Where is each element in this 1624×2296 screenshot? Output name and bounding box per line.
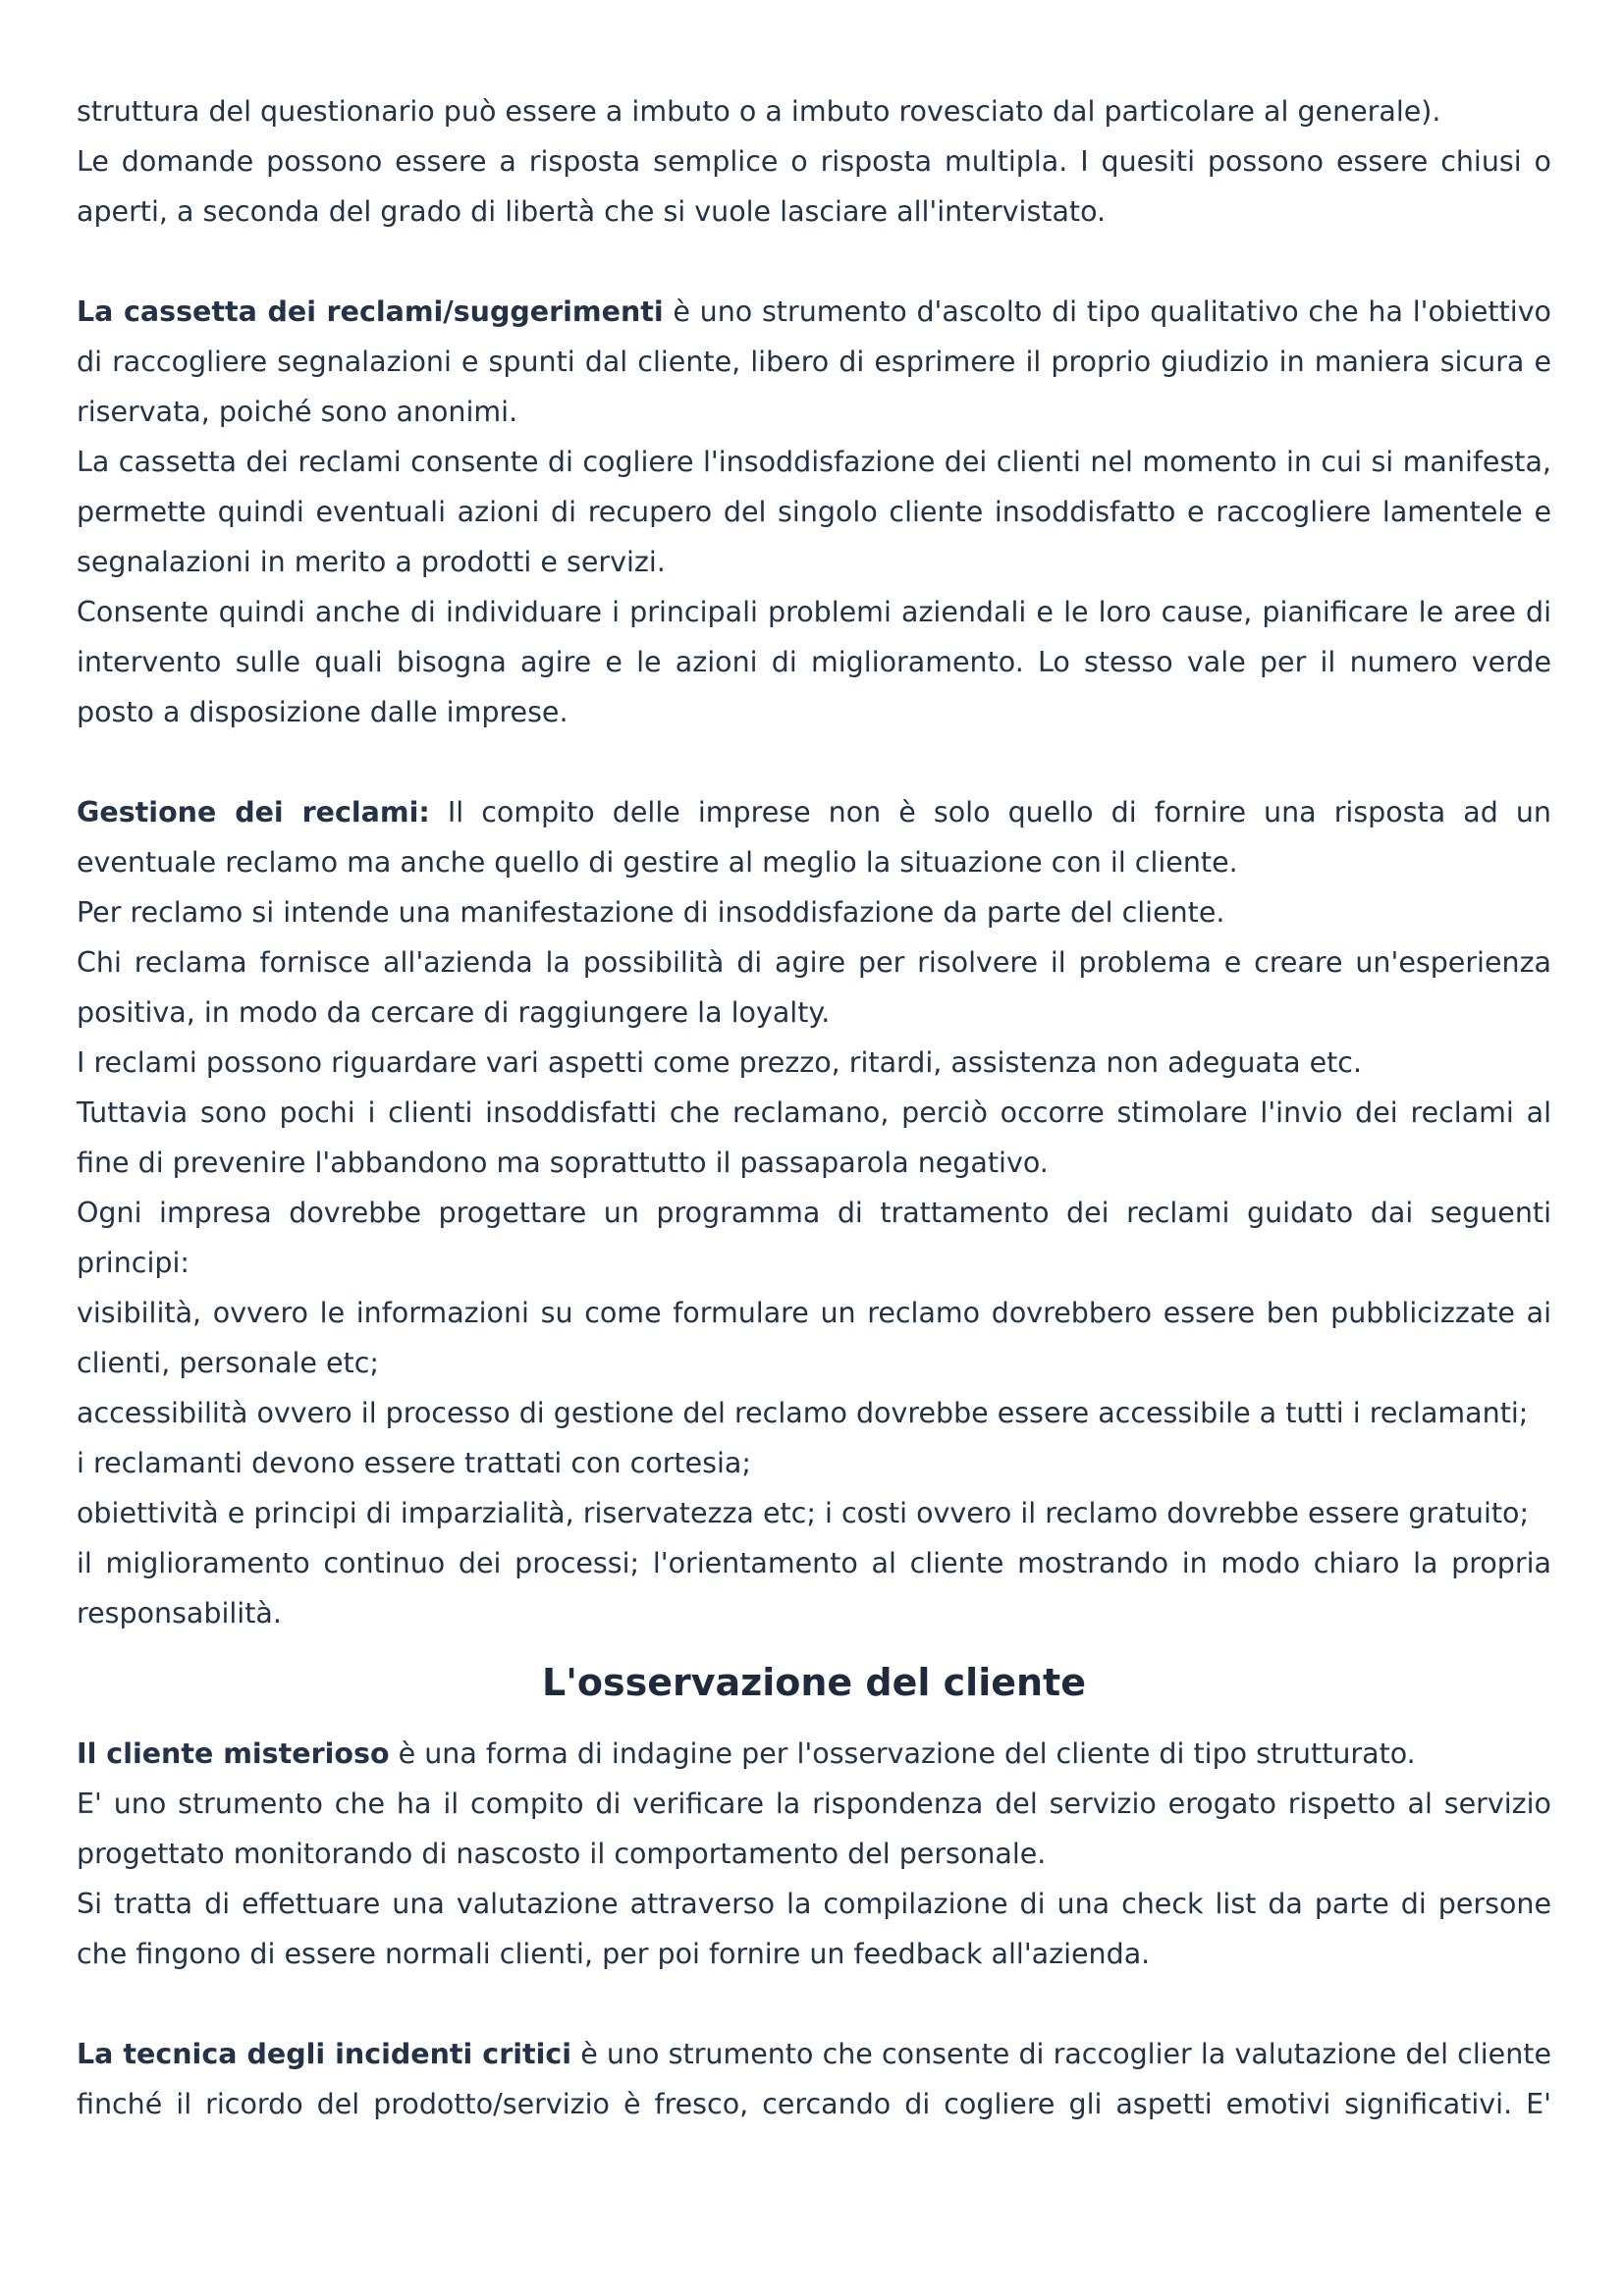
term-complaint-management: Gestione dei reclami:: [77, 796, 430, 828]
term-complaint-box: La cassetta dei reclami/suggerimenti: [77, 295, 664, 328]
paragraph-principle-visibility: visibilità, ovvero le informazioni su come formulare un reclamo dovrebbero essere ben pubblicizzate ai clienti, personale etc;: [77, 1297, 1551, 1379]
section-heading: L'osservazione del cliente: [542, 1661, 1086, 1704]
paragraph-mystery-client-intro: [77, 1729, 1551, 1779]
complaint-management-definition: Il compito delle imprese non è solo quello di fornire una risposta ad un eventuale reclamo ma anche quello di gestire al meglio la situazione con il cliente.: [77, 796, 1551, 879]
paragraph-complaint-aspects: I reclami possono riguardare vari aspetti come prezzo, ritardi, assistenza non adeguata etc.: [77, 1046, 1363, 1079]
critical-incidents-definition: è uno strumento che consente di raccoglier la valutazione del cliente finché il ricordo del prodotto/servizio è fresco, cercando di cogliere gli aspetti emotivi significativi. E': [77, 2038, 1551, 2120]
paragraph-complaint-definition: Per reclamo si intende una manifestazione di insoddisfazione da parte del cliente.: [77, 896, 1225, 929]
document-page: [77, 86, 1551, 2129]
paragraph-mystery-client-method: Si tratta di effettuare una valutazione attraverso la compilazione di una check list da parte di persone che fingono di essere normali clienti, per poi fornire un feedback all'azienda.: [77, 1888, 1551, 1970]
paragraph-principle-improvement: il miglioramento continuo dei processi; l'orientamento al cliente mostrando in modo chiaro la propria responsabilità.: [77, 1547, 1551, 1629]
paragraph-complaint-opportunity: Chi reclama fornisce all'azienda la possibilità di agire per risolvere il problema e creare un'esperienza positiva, in modo da cercare di raggiungere la loyalty.: [77, 946, 1551, 1029]
paragraph-principle-courtesy: i reclamanti devono essere trattati con cortesia;: [77, 1447, 751, 1479]
paragraph-complaint-box-detail: La cassetta dei reclami consente di cogliere l'insoddisfazione dei clienti nel momento in cui si manifesta, permette quindi eventuali azioni di recupero del singolo cliente insoddisfatto e raccogliere lamentele e segnalazioni in merito a prodotti e servizi.: [77, 446, 1551, 578]
term-critical-incidents: La tecnica degli incidenti critici: [77, 2038, 572, 2070]
paragraph-principle-accessibility: accessibilità ovvero il processo di gestione del reclamo dovrebbe essere accessibile a tutti i reclamanti;: [77, 1397, 1529, 1429]
paragraph-questionnaire-structure: struttura del questionario può essere a imbuto o a imbuto rovesciato dal particolare al generale).: [77, 95, 1441, 128]
paragraph-complaint-stimulation: Tuttavia sono pochi i clienti insoddisfatti che reclamano, perciò occorre stimolare l'invio dei reclami al fine di prevenire l'abbandono ma soprattutto il passaparola negativo.: [77, 1096, 1551, 1179]
paragraph-question-types: Le domande possono essere a risposta semplice o risposta multipla. I quesiti possono essere chiusi o aperti, a seconda del grado di libertà che si vuole lasciare all'intervistato.: [77, 145, 1551, 228]
paragraph-complaint-principles-intro: Ogni impresa dovrebbe progettare un programma di trattamento dei reclami guidato dai seguenti principi:: [77, 1197, 1551, 1279]
complaint-box-definition: è uno strumento d'ascolto di tipo qualitativo che ha l'obiettivo di raccogliere segnalazioni e spunti dal cliente, libero di esprimere il proprio giudizio in maniera sicura e riservata, poiché sono anonimi.: [77, 295, 1551, 428]
term-mystery-client: Il cliente misterioso: [77, 1737, 390, 1770]
paragraph-principle-objectivity: obiettività e principi di imparzialità, riservatezza etc; i costi ovvero il reclamo dovrebbe essere gratuito;: [77, 1497, 1530, 1529]
paragraph-critical-incidents-intro: [77, 2029, 1551, 2129]
paragraph-complaint-management-intro: [77, 787, 1551, 887]
mystery-client-definition: è una forma di indagine per l'osservazione del cliente di tipo strutturato.: [389, 1737, 1416, 1770]
paragraph-complaint-box-intro: [77, 287, 1551, 437]
paragraph-complaint-box-usage: Consente quindi anche di individuare i principali problemi aziendali e le loro cause, pianificare le aree di intervento sulle quali bisogna agire e le azioni di miglioramento. Lo stesso vale per il numero verde posto a disposizione dalle imprese.: [77, 596, 1551, 728]
paragraph-mystery-client-purpose: E' uno strumento che ha il compito di verificare la rispondenza del servizio erogato rispetto al servizio progettato monitorando di nascosto il comportamento del personale.: [77, 1788, 1551, 1870]
